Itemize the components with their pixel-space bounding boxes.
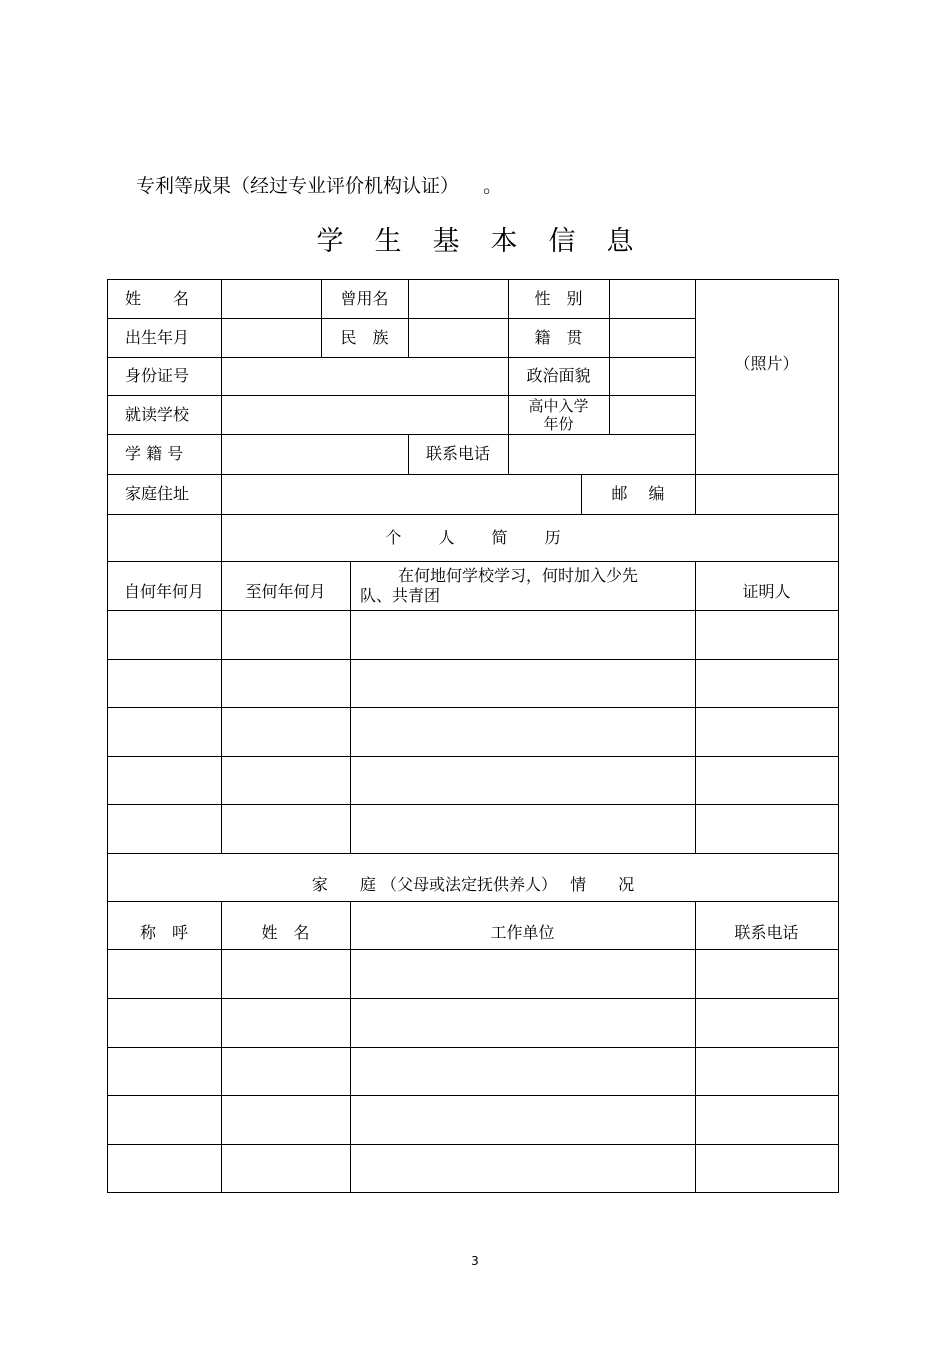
- phone-label: 联系电话: [425, 444, 490, 463]
- title-char: 本: [490, 226, 518, 257]
- hs-entry-label: [508, 395, 609, 434]
- row-line: [107, 804, 839, 805]
- row-line: [107, 1095, 839, 1096]
- political-label: 政治面貌: [526, 366, 591, 385]
- family-col-phone: 联系电话: [734, 923, 799, 942]
- gender-label: 性 别: [534, 288, 583, 308]
- col-line: [609, 279, 610, 434]
- family-col-work: 工作单位: [490, 923, 555, 942]
- origin-label: 籍 贯: [534, 327, 583, 347]
- resume-section-title: 个 人 简 历: [385, 527, 561, 547]
- row-line: [107, 853, 839, 854]
- row-line: [107, 756, 839, 757]
- title-char: 基: [432, 226, 460, 257]
- resume-col-witness: 证明人: [742, 582, 791, 601]
- title-char: 生: [374, 226, 402, 257]
- resume-col-where-line2: 队、共青团: [360, 585, 441, 605]
- border-right: [838, 279, 839, 1193]
- col-line: [408, 279, 409, 357]
- resume-col-where-line1: 在何地何学校学习，何时加入少先: [398, 565, 639, 585]
- hs-entry-line2: 年份: [543, 414, 574, 433]
- row-line: [107, 707, 839, 708]
- school-label: 就读学校: [125, 404, 190, 424]
- row-line: [107, 659, 839, 660]
- resume-col-to: 至何年何月: [245, 582, 326, 601]
- row-line: [107, 1144, 839, 1145]
- border-bottom: [107, 1192, 839, 1193]
- row-line: [107, 998, 839, 999]
- family-section-title: 家 庭 （父母或法定抚供养人） 情 况: [311, 875, 635, 894]
- alias-label: 曾用名: [340, 288, 389, 308]
- name-label: 姓 名: [125, 288, 190, 308]
- title-char: 息: [606, 226, 634, 257]
- title-char: 学: [316, 226, 344, 257]
- family-col-relation: 称 呼: [139, 923, 188, 942]
- family-col-name: 姓 名: [261, 923, 310, 942]
- resume-col-where: [360, 561, 690, 610]
- postcode-label: 邮 编: [611, 484, 665, 503]
- resume-col-from: 自何年何月: [123, 582, 204, 601]
- birth-label: 出生年月: [125, 327, 190, 347]
- intro-text: 专利等成果（经过专业评价机构认证） 。: [136, 175, 503, 197]
- page-number: 3: [471, 1254, 479, 1268]
- page-title: [0, 222, 950, 262]
- row-line: [107, 1047, 839, 1048]
- address-label: 家庭住址: [125, 484, 190, 503]
- col-line: [350, 561, 351, 853]
- hs-entry-line1: 高中入学: [528, 396, 589, 415]
- photo-placeholder: （照片）: [734, 354, 799, 373]
- student-info-form: [107, 279, 839, 1193]
- student-no-label: 学 籍 号: [125, 444, 184, 463]
- title-char: 信: [548, 226, 576, 257]
- ethnicity-label: 民 族: [340, 327, 389, 347]
- id-label: 身份证号: [125, 366, 190, 385]
